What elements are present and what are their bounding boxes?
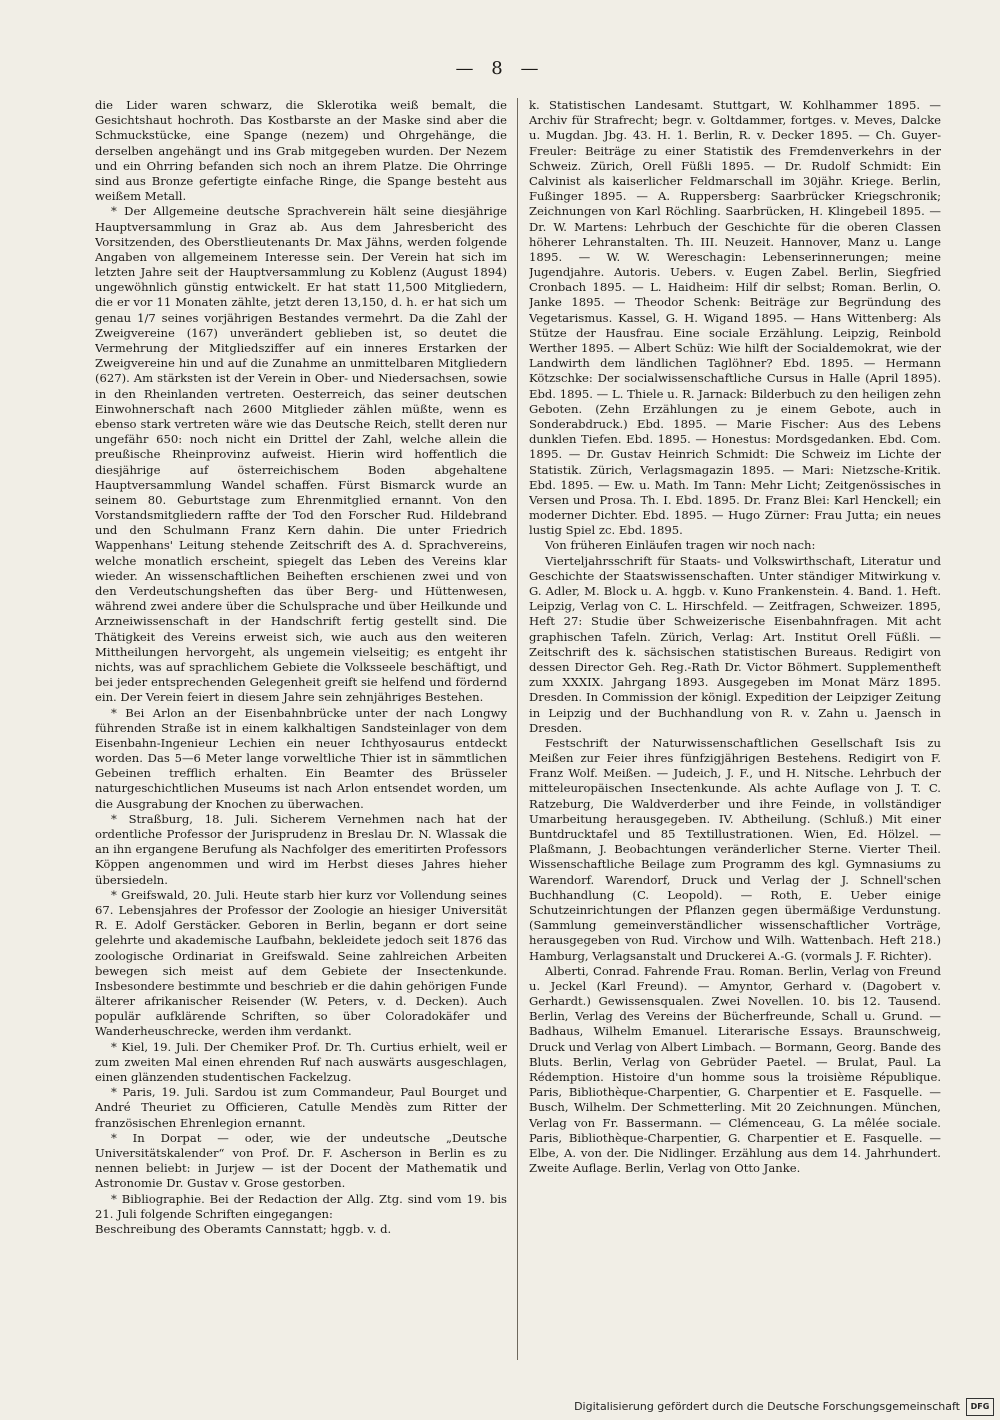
paragraph: Von früheren Einläufen tragen wir noch nach: xyxy=(545,538,816,553)
paragraph: die Lider waren schwarz, die Sklerotika weiß bemalt, die Gesichtshaut hochroth. Das Kostbarste an der Maske sind aber die Schmuckstücke, eine Spange (nezem) und Ohrgehänge, die derselben angehängt und ins Grab mitgegeben wurden. Der Nezem und ein Ohrring befanden sich noch an ihrem Platze. Die Ohrringe sind aus Bronze gefertigte einfache Ringe, die Spange besteht aus weißem Metall. xyxy=(95,98,507,204)
paragraph: Beschreibung des Oberamts Cannstatt; hggb. v. d. xyxy=(95,1221,392,1236)
footer xyxy=(0,1393,1000,1420)
paragraph: * Kiel, 19. Juli. Der Chemiker Prof. Dr. Th. Curtius erhielt, weil er zum zweiten Mal einen ehrenden Ruf nach auswärts ausgeschlagen, einen glänzenden studentischen Fackelzug. xyxy=(95,1039,507,1084)
dfg-logo-icon: DFG xyxy=(966,1398,994,1416)
left-column xyxy=(95,98,507,1360)
paragraph: Alberti, Conrad. Fahrende Frau. Roman. Berlin, Verlag von Freund u. Jeckel (Karl Freund). — Amyntor, Gerhard v. (Dagobert v. Gerhardt.) Gewissensqualen. Zwei Novellen. 10. bis 12. Tausend. Berlin, Verlag des Vereins der Bücherfreunde, Schall u. Grund. — Badhaus, Wilhelm Emanuel. Literarische Essays. Braunschweig, Druck und Verlag von Albert Limbach. — Bormann, Georg. Bande des Bluts. Berlin, Verlag von Gebrüder Paetel. — Brulat, Paul. La Rédemption. Histoire d'un homme sous la troisième République. Paris, Bibliothèque-Charpentier, G. Charpentier et E. Fasquelle. — Busch, Wilhelm. Der Schmetterling. Mit 20 Zeichnungen. München, Verlag von Fr. Bassermann. — Clémenceau, G. La mêlée sociale. Paris, Bibliothèque-Charpentier, G. Charpentier et E. Fasquelle. — Elbe, A. von der. Die Nidlinger. Erzählung aus dem 14. Jahrhundert. Zweite Auflage. Berlin, Verlag von Otto Janke. xyxy=(529,963,941,1176)
text-columns xyxy=(95,98,951,1360)
paragraph: * Paris, 19. Juli. Sardou ist zum Commandeur, Paul Bourget und André Theuriet zu Officieren, Catulle Mendès zum Ritter der französischen Ehrenlegion ernannt. xyxy=(95,1085,507,1130)
right-column xyxy=(529,98,941,1360)
paragraph: * Bibliographie. Bei der Redaction der Allg. Ztg. sind vom 19. bis 21. Juli folgende Schriften eingegangen: xyxy=(95,1191,507,1221)
paragraph: * Der Allgemeine deutsche Sprachverein hält seine diesjährige Hauptversammlung in Graz ab. Aus dem Jahresbericht des Vorsitzenden, des Oberstlieutenants Dr. Max Jähns, werden folgende Angaben von allgemeinem Interesse sein. Der Verein hat sich im letzten Jahre seit der Hauptversammlung zu Koblenz (August 1894) ungewöhnlich günstig entwickelt. Er hat statt 11,500 Mitgliedern, die er vor 11 Monaten zählte, jetzt deren 13,150, d. h. er hat sich um genau 1/7 seines vorjährigen Bestandes vermehrt. Da die Zahl der Zweigvereine (167) unverändert geblieben ist, so deutet die Vermehrung der Mitgliedsziffer auf ein inneres Erstarken der Zweigvereine hin und auf die Zunahme an unmittelbaren Mitgliedern (627). Am stärksten ist der Verein in Ober- und Niedersachsen, sowie in den Rheinlanden vertreten. Oesterreich, das seiner deutschen Einwohnerschaft nach 2600 Mitglieder zählen müßte, wenn es ebenso stark vertreten wäre wie das Deutsche Reich, stellt deren nur ungefähr 650: noch nicht ein Drittel der Zahl, welche allein die preußische Rheinprovinz aufweist. Hierin wird hoffentlich die diesjährige auf österreichischem Boden abgehaltene Hauptversammlung Wandel schaffen. Fürst Bismarck wurde an seinem 80. Geburtstage zum Ehrenmitglied ernannt. Von den Vorstandsmitgliedern raffte der Tod den Forscher Rud. Hildebrand und den Schulmann Franz Kern dahin. Die unter Friedrich Wappenhans' Leitung stehende Zeitschrift des A. d. Sprachvereins, welche monatlich erscheint, spiegelt das Leben des Vereins klar wieder. An wissenschaftlichen Beiheften erschienen zwei und von den Verdeutschungsheften das über Berg- und Hüttenwesen, während zwei andere über die Schulsprache und über Heilkunde und Arzneiwissenschaft in der Handschrift fertig gestellt sind. Die Thätigkeit des Vereins erweist sich, wie auch aus den weiteren Mittheilungen hervorgeht, als ungemein vielseitig; es entgeht ihr nichts, was auf sprachlichem Gebiete die Volksseele beschäftigt, und bei jeder entsprechenden Gelegenheit greift sie helfend und fördernd ein. Der Verein feiert in diesem Jahre sein zehnjähriges Bestehen. xyxy=(95,204,507,705)
paragraph: Vierteljahrsschrift für Staats- und Volkswirthschaft, Literatur und Geschichte der Staatswissenschaften. Unter ständiger Mitwirkung v. G. Adler, M. Block u. A. hggb. v. Kuno Frankenstein. 4. Band. 1. Heft. Leipzig, Verlag von C. L. Hirschfeld. — Zeitfragen, Schweizer. 1895, Heft 27: Studie über Schweizerische Eisenbahnfragen. Mit acht graphischen Tafeln. Zürich, Verlag: Art. Institut Orell Füßli. — Zeitschrift des k. sächsischen statistischen Bureaus. Redigirt von dessen Director Geh. Reg.-Rath Dr. Victor Böhmert. Supplementheft zum XXXIX. Jahrgang 1893. Ausgegeben im Monat März 1895. Dresden. In Commission der königl. Expedition der Leipziger Zeitung in Leipzig und der Buchhandlung von R. v. Zahn u. Jaensch in Dresden. xyxy=(529,553,941,735)
paragraph: * Bei Arlon an der Eisenbahnbrücke unter der nach Longwy führenden Straße ist in einem kalkhaltigen Sandsteinlager von dem Eisenbahn-Ingenieur Lechien ein neuer Ichthyosaurus entdeckt worden. Das 5—6 Meter lange vorweltliche Thier ist in sämmtlichen Gebeinen trefflich erhalten. Ein Beamter des Brüsseler naturgeschichtlichen Museums ist nach Arlon entsendet worden, um die Ausgrabung der Knochen zu überwachen. xyxy=(95,705,507,811)
paragraph: * In Dorpat — oder, wie der undeutsche „Deutsche Universitätskalender“ von Prof. Dr. F. Ascherson in Berlin es zu nennen beliebt: in Jurjew — ist der Docent der Mathematik und Astronomie Dr. Gustav v. Grose gestorben. xyxy=(95,1130,507,1191)
paragraph: * Greifswald, 20. Juli. Heute starb hier kurz vor Vollendung seines 67. Lebensjahres der Professor der Zoologie an hiesiger Universität R. E. Adolf Gerstäcker. Geboren in Berlin, begann er dort seine gelehrte und akademische Laufbahn, bekleidete jedoch seit 1876 das zoologische Ordinariat in Greifswald. Seine zahlreichen Arbeiten bewegen sich meist auf dem Gebiete der Insectenkunde. Insbesondere bestimmte und beschrieb er die dahin gehörigen Funde älterer afrikanischer Reisender (W. Peters, v. d. Decken). Auch populär aufklärende Schriften, so über Coloradokäfer und Wanderheuschrecke, werden ihm verdankt. xyxy=(95,887,507,1039)
funding-notice xyxy=(574,1398,1000,1416)
paragraph: * Straßburg, 18. Juli. Sicherem Vernehmen nach hat der ordentliche Professor der Jurisprudenz in Breslau Dr. N. Wlassak die an ihn ergangene Berufung als Nachfolger des emeritirten Professors Köppen angenommen und wird im Herbst dieses Jahres hieher übersiedeln. xyxy=(95,811,507,887)
funding-text: Digitalisierung gefördert durch die Deutsche Forschungsgemeinschaft xyxy=(574,1400,960,1413)
page-number: — 8 — xyxy=(455,58,545,79)
paragraph: Festschrift der Naturwissenschaftlichen Gesellschaft Isis zu Meißen zur Feier ihres fünfzigjährigen Bestehens. Redigirt von F. Franz Wolf. Meißen. — Judeich, J. F., und H. Nitsche. Lehrbuch der mitteleuropäischen Insectenkunde. Als achte Auflage von J. T. C. Ratzeburg, Die Waldverderber und ihre Feinde, in vollständiger Umarbeitung herausgegeben. IV. Abtheilung. (Schluß.) Mit einer Buntdrucktafel und 85 Textillustrationen. Wien, Ed. Hölzel. — Plaßmann, J. Beobachtungen veränderlicher Sterne. Vierter Theil. Wissenschaftliche Beilage zum Programm des kgl. Gymnasiums zu Warendorf. Warendorf, Druck und Verlag der J. Schnell'schen Buchhandlung (C. Leopold). — Roth, E. Ueber einige Schutzeinrichtungen der Pflanzen gegen übermäßige Verdunstung. (Sammlung gemeinverständlicher wissenschaftlicher Vorträge, herausgegeben von Rud. Virchow und Wilh. Wattenbach. Heft 218.) Hamburg, Verlagsanstalt und Druckerei A.-G. (vormals J. F. Richter). xyxy=(529,735,941,963)
paragraph: k. Statistischen Landesamt. Stuttgart, W. Kohlhammer 1895. — Archiv für Strafrecht; begr. v. Goltdammer, fortges. v. Meves, Dalcke u. Mugdan. Jbg. 43. H. 1. Berlin, R. v. Decker 1895. — Ch. Guyer-Freuler: Beiträge zu einer Statistik des Fremdenverkehrs in der Schweiz. Zürich, Orell Füßli 1895. — Dr. Rudolf Schmidt: Ein Calvinist als kaiserlicher Feldmarschall im 30jähr. Kriege. Berlin, Fußinger 1895. — A. Ruppersberg: Saarbrücker Kriegschronik; Zeichnungen von Karl Röchling. Saarbrücken, H. Klingebeil 1895. — Dr. W. Martens: Lehrbuch der Geschichte für die oberen Classen höherer Lehranstalten. Th. III. Neuzeit. Hannover, Manz u. Lange 1895. — W. W. Wereschagin: Lebenserinnerungen; meine Jugendjahre. Autoris. Uebers. v. Eugen Zabel. Berlin, Siegfried Cronbach 1895. — L. Haidheim: Hilf dir selbst; Roman. Berlin, O. Janke 1895. — Theodor Schenk: Beiträge zur Begründung des Vegetarismus. Kassel, G. H. Wigand 1895. — Hans Wittenberg: Als Stütze der Hausfrau. Eine sociale Erzählung. Leipzig, Reinbold Werther 1895. — Albert Schüz: Wie hilft der Socialdemokrat, wie der Landwirth dem ländlichen Taglöhner? Ebd. 1895. — Hermann Kötzschke: Der socialwissenschaftliche Cursus in Halle (April 1895). Ebd. 1895. — L. Thiele u. R. Jarnack: Bilderbuch zu den heiligen zehn Geboten. (Zehn Erzählungen zu je einem Gebote, auch in Sonderabdruck.) Ebd. 1895. — Marie Fischer: Aus des Lebens dunklen Tiefen. Ebd. 1895. — Honestus: Mordsgedanken. Ebd. Com. 1895. — Dr. Gustav Heinrich Schmidt: Die Schweiz im Lichte der Statistik. Zürich, Verlagsmagazin 1895. — Mari: Nietzsche-Kritik. Ebd. 1895. — Ew. u. Math. Im Tann: Mehr Licht; Zeitgenössisches in Versen und Prosa. Th. I. Ebd. 1895. Dr. Franz Blei: Karl Henckell; ein moderner Dichter. Ebd. 1895. — Hugo Zürner: Frau Jutta; ein neues lustig Spiel zc. Ebd. 1895. xyxy=(529,98,941,538)
column-divider xyxy=(517,98,518,1360)
